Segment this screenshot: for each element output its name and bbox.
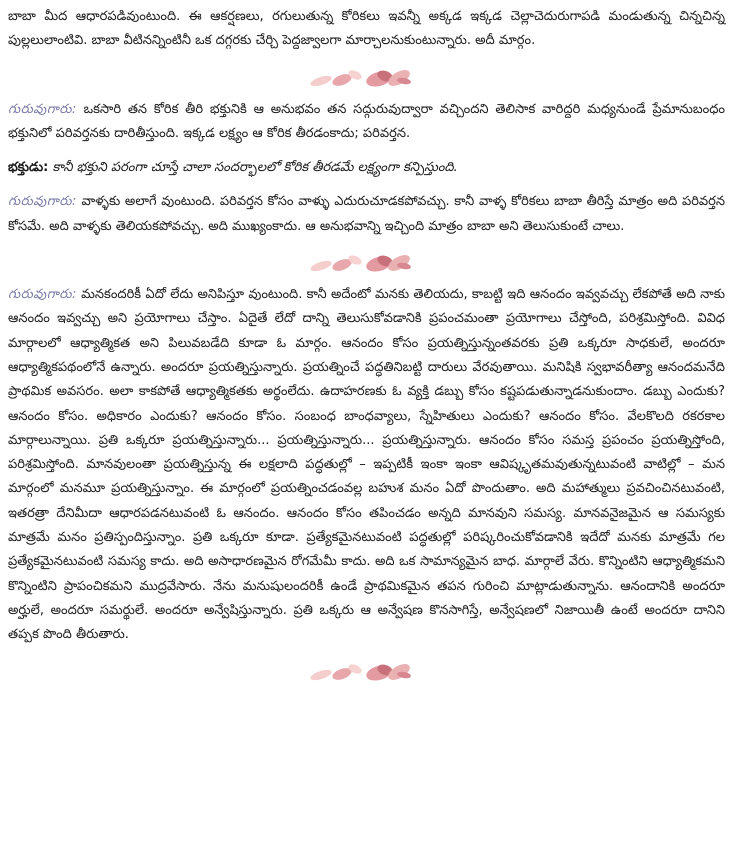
rose-petals-divider	[8, 54, 725, 98]
rose-petals-icon	[307, 655, 427, 685]
guru-label: గురువుగారు:	[8, 194, 77, 210]
rose-petals-divider	[8, 239, 725, 283]
rose-petals-divider	[8, 648, 725, 692]
bhakta-label: భక్తుడు:	[8, 160, 49, 176]
guru-paragraph	[8, 190, 725, 239]
guru-text: మనకందరికీ ఏదో లేదు అనిపిస్తూ వుంటుంది. కానీ అదేంటో మనకు తెలియదు, కాబట్టి ఇది ఆనందం ఇవ్వవచ్చు లేకపోతే అది నాకు ఆనందం ఇవ్వచ్చు అని ప్రయోగాలు చేస్తాం. ఏదైతే లేదో దాన్ని తెలుసుకోవడానికి ప్రపంచమంతా ప్రయోగాలు చేస్తోంది, పరిశ్రమిస్తోంది. వివిధ మార్గాలలో ఆధ్యాత్మికత అని పిలువబడేది కూడా ఓ మార్గం. ఆనందం కోసం ప్రయత్నిస్తున్నంతవరకు ప్రతి ఒక్కరూ సాధకులే, అందరూ ఆధ్యాత్మికపథంలోనే ఉన్నారు. అందరూ ప్రయత్నిస్తున్నారు. ప్రయత్నించే పద్ధతినిబట్టి దారులు వేరవుతాయి. మనిషికి స్వభావరీత్యా ఆనందమనేది ప్రాథమిక అవసరం. అలా కాకపోతే ఆధ్యాత్మికతకు అర్థంలేదు. ఉదాహరణకు ఓ వ్యక్తి డబ్బు కోసం కష్టపడుతున్నాడనుకుందాం. డబ్బు ఎందుకు? ఆనందం కోసం. అధికారం ఎందుకు? ఆనందం కోసం. సంబంధ బాంధవ్యాలు, స్నేహితులు ఎందుకు? ఆనందం కోసం. వేలకొలది రకరకాల మార్గాలున్నాయి. ప్రతి ఒక్కరూ ప్రయత్నిస్తున్నారు... ప్రయత్నిస్తున్నారు... ప్రయత్నిస్తున్నారు. ఆనందం కోసం సమస్త ప్రపంచం ప్రయత్నిస్తోంది, పరిశ్రమిస్తోంది. మానవులంతా ప్రయత్నిస్తున్న ఈ లక్షలాది పద్ధతుల్లో – ఇప్పటికీ ఇంకా ఇంకా ఆవిష్కృతమవుతున్నటువంటి వాటిల్లో – మన మార్గంలో మనమూ ప్రయత్నిస్తున్నాం. ఈ మార్గంలో ప్రయత్నించడంవల్ల బహుశ మనం ఏదో పొందుతాం. అది మహాత్ములు ప్రవచించినటువంటి, ఇతరత్రా దేనిమీదా ఆధారపడనటువంటి ఓ ఆనందం. ఆనందం కోసం తపించడం అన్నది మానవుని సమస్య. మానవనైజమైన ఆ సమస్యకు మాత్రమే మనం ప్రతిస్పందిస్తున్నాం. ప్రతి ఒక్కరూ కూడా. ప్రత్యేకమైనటువంటి పద్ధతుల్లో పరిష్కరించుకోవడానికి ఇదేదో మనకు మాత్రమే గల ప్రత్యేకమైనటువంటి సమస్య కాదు. అది అసాధారణమైన రోగమేమీ కాదు. అది ఒక సామాన్యమైన బాధ. మార్గాలే వేరు. కొన్నింటిని ఆధ్యాత్మికమని కొన్నింటిని ప్రాపంచికమని ముద్రవేసారు. నేను మనుషులందరికీ ఉండే ప్రాథమికమైన తపన గురించి మాట్లాడుతున్నాను. ఆనందానికి అందరూ అర్హులే, అందరూ సమర్థులే. అందరూ అన్వేషిస్తున్నారు. ప్రతి ఒక్కరు ఆ అన్వేషణ కొనసాగిస్తే, అన్వేషణలో నిజాయితీ ఉంటే అందరూ దానిని తప్పక పొంది తీరుతారు.	[8, 287, 725, 643]
guru-text: ఒకసారి తన కోరిక తీరి భక్తునికి ఆ అనుభవం తన సద్గురువుద్వారా వచ్చిందని తెలిసాక వారిద్దరి మధ్యనుండే ప్రేమానుబంధం భక్తునిలో పరివర్తనకు దారితీస్తుంది. ఇక్కడ లక్ష్యం ఆ కోరిక తీరడంకాదు; పరివర్తన.	[8, 101, 725, 141]
rose-petals-icon	[307, 61, 427, 91]
guru-paragraph	[8, 98, 725, 147]
guru-label: గురువుగారు:	[8, 287, 77, 303]
guru-text: వాళ్ళకు అలాగే వుంటుంది. పరివర్తన కోసం వాళ్ళు ఎదురుచూడకపోవచ్చు. కానీ వాళ్ళ కోరికలు బాబా తీరిస్తే మాత్రం అది పరివర్తన కోసమే. అది వాళ్ళకు తెలియకపోవచ్చు. అది ముఖ్యంకాదు. ఆ అనుభవాన్ని ఇచ్చింది మాత్రం బాబా అని తెలుసుకుంటే చాలు.	[8, 194, 725, 234]
rose-petals-icon	[307, 246, 427, 276]
guru-label: గురువుగారు:	[8, 101, 77, 117]
intro-paragraph: బాబా మీద ఆధారపడివుంటుంది. ఈ ఆకర్షణలు, రగులుతున్న కోరికలు ఇవన్నీ అక్కడ ఇక్కడ చెల్లాచెదురుగాపడి మండుతున్న చిన్నచిన్న పుల్లలులాంటివి. బాబా వీటినన్నింటినీ ఒక దగ్గరకు చేర్చి పెద్దజ్వాలగా మార్చాలనుకుంటున్నారు. అదీ మార్గం.	[8, 9, 725, 49]
guru-paragraph	[8, 283, 725, 647]
bhakta-paragraph	[8, 156, 725, 180]
bhakta-text: కానీ భక్తుని పరంగా చూస్తే చాలా సందర్భాలలో కోరిక తీరడమే లక్ష్యంగా కన్పిస్తుంది.	[52, 160, 458, 176]
